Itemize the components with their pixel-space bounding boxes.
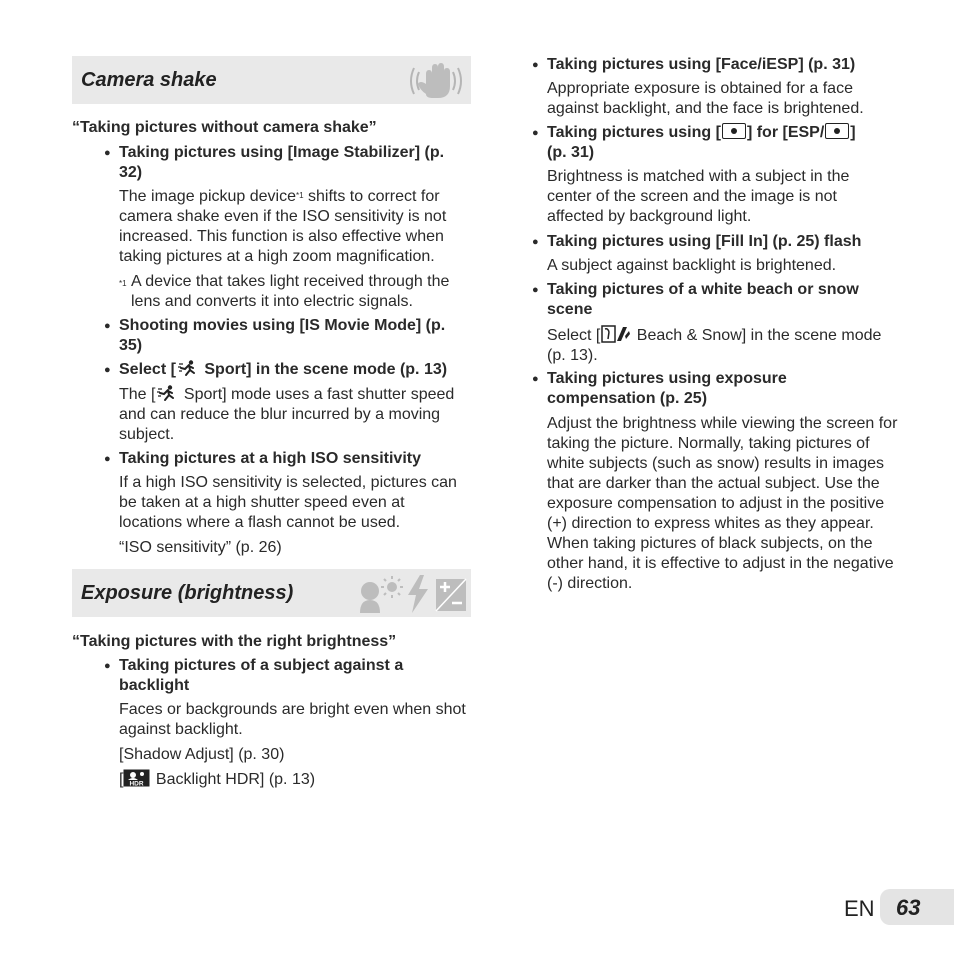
text-span: [ [119,771,124,788]
paragraph-beach-snow [547,325,902,366]
bullet-spot-esp [547,123,902,163]
bullet-backlight: ● Taking pictures of a subject against a backlight [119,656,449,696]
camera-shake-header [72,56,471,104]
subheading: “Taking pictures without camera shake” [72,119,377,136]
footnote-ref: *1 [295,191,304,200]
text-span: ] for [ESP/ [746,124,825,141]
footnote-mark: *1 [119,279,127,288]
language-label: EN [844,896,875,921]
text-span: Taking pictures using [ [547,124,721,141]
paragraph-sport [119,385,474,445]
text-span: Select [ [119,361,176,378]
paragraph-exposure-compensation: Adjust the brightness while viewing the screen for taking the picture. Normally, taking pictures of white subjects (such as snow) results in images that are darker than the actual subject. Use the exposure compensation to adjust in the positive (+) direction to express whites as they appear. When taking pictures of black subjects, on the other hand, it is effective to adjust in the negative (-) direction. [547,415,898,592]
text-span: ] [850,124,856,141]
page-number-tab [880,889,954,925]
page-number: 63 [896,895,921,920]
beach-snow-icon [601,325,631,343]
subheading: “Taking pictures with the right brightness” [72,633,397,650]
text-span: The [ [119,386,156,403]
text-span: (p. 31) [547,144,595,161]
bullet-exposure-compensation: ● Taking pictures using exposure compensation (p. 25) [547,369,892,409]
sport-runner-icon [157,385,177,402]
bullet-face-iesp: ● Taking pictures using [Face/iESP] (p. 31) [547,55,902,75]
spot-metering-icon [722,123,746,139]
exposure-header [72,569,471,617]
text-span: shifts to correct for camera shake even if the ISO sensitivity is not increased. This function is also effective when taking pictures at a high zoom magnification. [119,188,447,265]
sport-runner-icon [178,360,198,377]
reference-backlight-hdr [119,769,315,790]
bullet-high-iso: ● Taking pictures at a high ISO sensitivity [119,449,469,469]
footnote-text: A device that takes light received through the lens and converts it into electric signals. [131,273,450,310]
reference-shadow-adjust: [Shadow Adjust] (p. 30) [119,746,285,763]
text-span: The image pickup device [119,188,296,205]
paragraph-face-iesp: Appropriate exposure is obtained for a face against backlight, and the face is brightened. [547,80,864,117]
spot-metering-icon [825,123,849,139]
footnote [119,272,469,312]
paragraph-backlight: Faces or backgrounds are bright even when shot against backlight. [119,701,466,738]
text-span: Beach & Snow] in the scene mode (p. 13). [547,327,882,364]
shaking-hand-icon [406,60,466,102]
text-span: Sport] in the scene mode (p. 13) [199,361,448,378]
paragraph-high-iso: If a high ISO sensitivity is selected, pictures can be taken at a high shutter speed even at locations where a flash cannot be used. [119,474,457,531]
text-span: Backlight HDR] (p. 13) [151,771,316,788]
backlight-flash-exposure-icon [358,573,468,615]
paragraph-spot-esp: Brightness is matched with a subject in the center of the screen and the image is not affected by background light. [547,168,850,225]
bullet-beach-snow: ● Taking pictures of a white beach or snow scene [547,280,892,320]
bullet-image-stabilizer: ● Taking pictures using [Image Stabilizer] (p. 32) [119,143,459,183]
section-title: Exposure (brightness) [81,582,294,604]
text-span: Select [ [547,327,601,344]
paragraph-image-stabilizer [119,187,469,267]
svg-text:HDR: HDR [129,780,144,787]
bullet-is-movie-mode: ● Shooting movies using [IS Movie Mode] (p. 35) [119,316,459,356]
section-title: Camera shake [81,69,217,91]
bullet-fill-in: ● Taking pictures using [Fill In] (p. 25) flash [547,232,902,252]
paragraph-fill-in: A subject against backlight is brightened. [547,257,837,274]
reference-iso: “ISO sensitivity” (p. 26) [119,539,282,556]
bullet-sport-scene [119,360,479,380]
backlight-hdr-icon [123,769,150,787]
text-span: Sport] mode uses a fast shutter speed and can reduce the blur incurred by a moving subject. [119,386,455,443]
